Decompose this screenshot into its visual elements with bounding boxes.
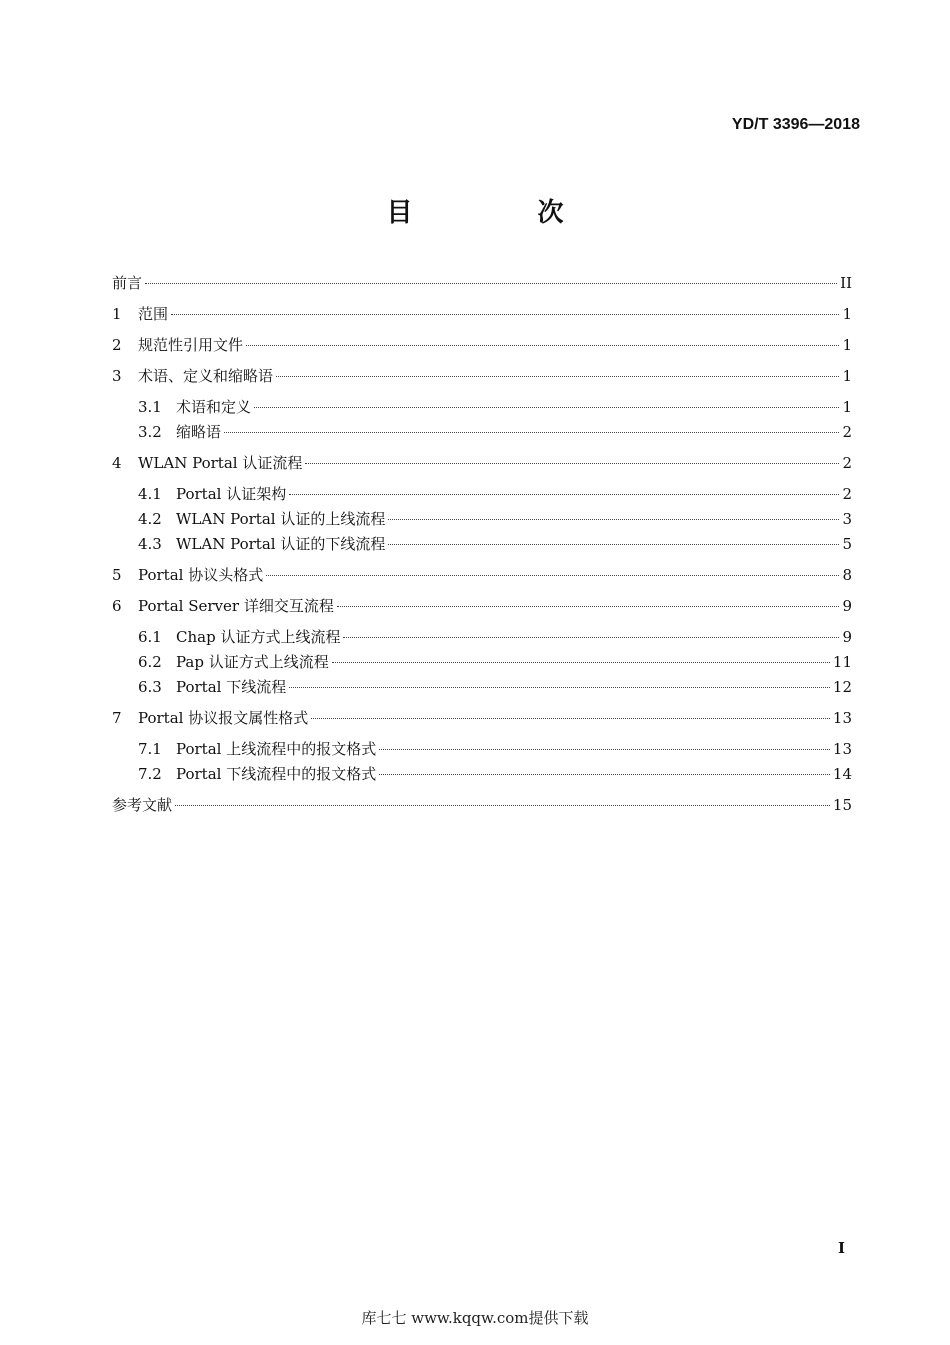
dot-leader	[171, 314, 839, 315]
toc-entry-number: 4.1	[138, 485, 162, 503]
table-of-contents	[112, 272, 852, 819]
toc-entry[interactable]	[112, 452, 852, 477]
dot-leader	[266, 575, 839, 576]
toc-entry-label: Portal 上线流程中的报文格式	[176, 740, 377, 758]
toc-entry-number: 5	[112, 566, 122, 584]
toc-entry[interactable]	[112, 595, 852, 620]
toc-entry-page: 11	[832, 653, 852, 671]
page-title: 目 次	[386, 198, 622, 228]
toc-entry-label: Portal 认证架构	[176, 485, 287, 503]
dot-leader	[379, 774, 830, 775]
toc-entry-page: 1	[842, 367, 852, 385]
toc-entry[interactable]	[112, 676, 852, 701]
toc-entry-number: 6.1	[138, 628, 162, 646]
toc-entry[interactable]	[112, 794, 852, 819]
toc-entry-number: 3.2	[138, 423, 162, 441]
toc-entry-label: Portal Server 详细交互流程	[138, 597, 334, 615]
toc-entry-number: 1	[112, 305, 122, 323]
toc-entry-number: 7	[112, 709, 122, 727]
toc-entry-number: 4.2	[138, 510, 162, 528]
dot-leader	[337, 606, 840, 607]
toc-entry[interactable]	[112, 763, 852, 788]
toc-entry-label: 范围	[138, 305, 169, 323]
toc-entry-page: 1	[842, 305, 852, 323]
dot-leader	[224, 432, 839, 433]
toc-entry-page: 9	[842, 597, 852, 615]
toc-entry-number: 6	[112, 597, 122, 615]
toc-entry-page: 15	[832, 796, 852, 814]
toc-entry[interactable]	[112, 303, 852, 328]
toc-entry-number: 3	[112, 367, 122, 385]
toc-entry-label: 前言	[112, 274, 143, 292]
toc-entry-label: Pap 认证方式上线流程	[176, 653, 329, 671]
toc-entry[interactable]	[112, 483, 852, 508]
dot-leader	[246, 345, 839, 346]
toc-entry-page: 5	[842, 535, 852, 553]
toc-entry-label: WLAN Portal 认证流程	[138, 454, 303, 472]
toc-entry[interactable]	[112, 421, 852, 446]
toc-entry-page: 8	[842, 566, 852, 584]
toc-entry[interactable]	[112, 626, 852, 651]
toc-entry-page: 1	[842, 336, 852, 354]
standard-code: YD/T 3396—2018	[731, 116, 860, 133]
toc-entry-page: 2	[842, 423, 852, 441]
toc-entry-page: 3	[842, 510, 852, 528]
toc-entry-label: WLAN Portal 认证的上线流程	[176, 510, 386, 528]
dot-leader	[289, 494, 839, 495]
toc-entry[interactable]	[112, 738, 852, 763]
dot-leader	[343, 637, 839, 638]
toc-entry-page: 2	[842, 454, 852, 472]
toc-entry-number: 3.1	[138, 398, 162, 416]
toc-entry-number: 6.2	[138, 653, 162, 671]
toc-entry-number: 7.2	[138, 765, 162, 783]
toc-entry[interactable]	[112, 533, 852, 558]
toc-entry-number: 2	[112, 336, 122, 354]
toc-entry-label: 术语、定义和缩略语	[138, 367, 274, 385]
toc-entry[interactable]	[112, 272, 852, 297]
toc-entry-label: 规范性引用文件	[138, 336, 244, 354]
toc-entry-label: Portal 下线流程中的报文格式	[176, 765, 377, 783]
dot-leader	[276, 376, 839, 377]
dot-leader	[388, 519, 839, 520]
toc-entry-page: II	[840, 274, 852, 292]
dot-leader	[175, 805, 830, 806]
toc-entry-label: 术语和定义	[176, 398, 252, 416]
toc-entry-page: 13	[832, 709, 852, 727]
toc-entry[interactable]	[112, 508, 852, 533]
dot-leader	[305, 463, 839, 464]
dot-leader	[254, 407, 839, 408]
dot-leader	[311, 718, 830, 719]
dot-leader	[388, 544, 839, 545]
dot-leader	[379, 749, 830, 750]
toc-entry-page: 1	[842, 398, 852, 416]
download-footer: 库七七 www.kqqw.com提供下载	[361, 1309, 589, 1327]
dot-leader	[145, 283, 837, 284]
toc-entry-number: 7.1	[138, 740, 162, 758]
toc-entry-label: WLAN Portal 认证的下线流程	[176, 535, 386, 553]
toc-entry-label: 缩略语	[176, 423, 222, 441]
toc-entry[interactable]	[112, 396, 852, 421]
dot-leader	[332, 662, 830, 663]
toc-entry-label: Portal 协议头格式	[138, 566, 264, 584]
toc-entry-number: 4.3	[138, 535, 162, 553]
toc-entry-page: 9	[842, 628, 852, 646]
toc-entry-page: 2	[842, 485, 852, 503]
toc-entry-number: 4	[112, 454, 122, 472]
toc-entry-label: Portal 下线流程	[176, 678, 287, 696]
toc-entry[interactable]	[112, 651, 852, 676]
toc-entry-page: 13	[832, 740, 852, 758]
toc-entry-page: 12	[832, 678, 852, 696]
toc-entry-number: 6.3	[138, 678, 162, 696]
toc-entry[interactable]	[112, 707, 852, 732]
page-number: I	[837, 1239, 845, 1257]
toc-entry-page: 14	[832, 765, 852, 783]
toc-entry[interactable]	[112, 334, 852, 359]
toc-entry[interactable]	[112, 365, 852, 390]
toc-entry[interactable]	[112, 564, 852, 589]
toc-entry-label: 参考文献	[112, 796, 173, 814]
toc-entry-label: Portal 协议报文属性格式	[138, 709, 309, 727]
toc-entry-label: Chap 认证方式上线流程	[176, 628, 341, 646]
dot-leader	[289, 687, 830, 688]
